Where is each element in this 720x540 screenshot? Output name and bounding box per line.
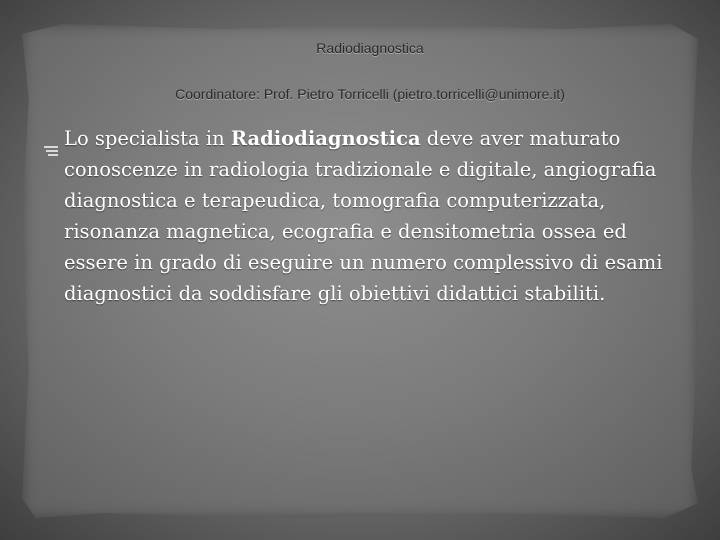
body-paragraph <box>64 123 694 309</box>
paragraph-rest: deve aver maturato conoscenze in radiologia tradizionale e digitale, angiografia diagnostica e terapeudica, tomografia computerizzata, risonanza magnetica, ecografia e densitometria ossea ed essere in grado di eseguire un numero complessivo di esami diagnostici da soddisfare gli obiettivi didattici stabiliti. <box>64 127 663 305</box>
paragraph-emphasis: Radiodiagnostica <box>230 127 421 150</box>
paragraph-intro: Lo specialista in <box>64 127 231 150</box>
slide-subject: Radiodiagnostica <box>316 40 424 56</box>
coordinator-line: Coordinatore: Prof. Pietro Torricelli (pietro.torricelli@unimore.it) <box>175 86 565 102</box>
stacked-lines-bullet-icon <box>44 134 58 144</box>
